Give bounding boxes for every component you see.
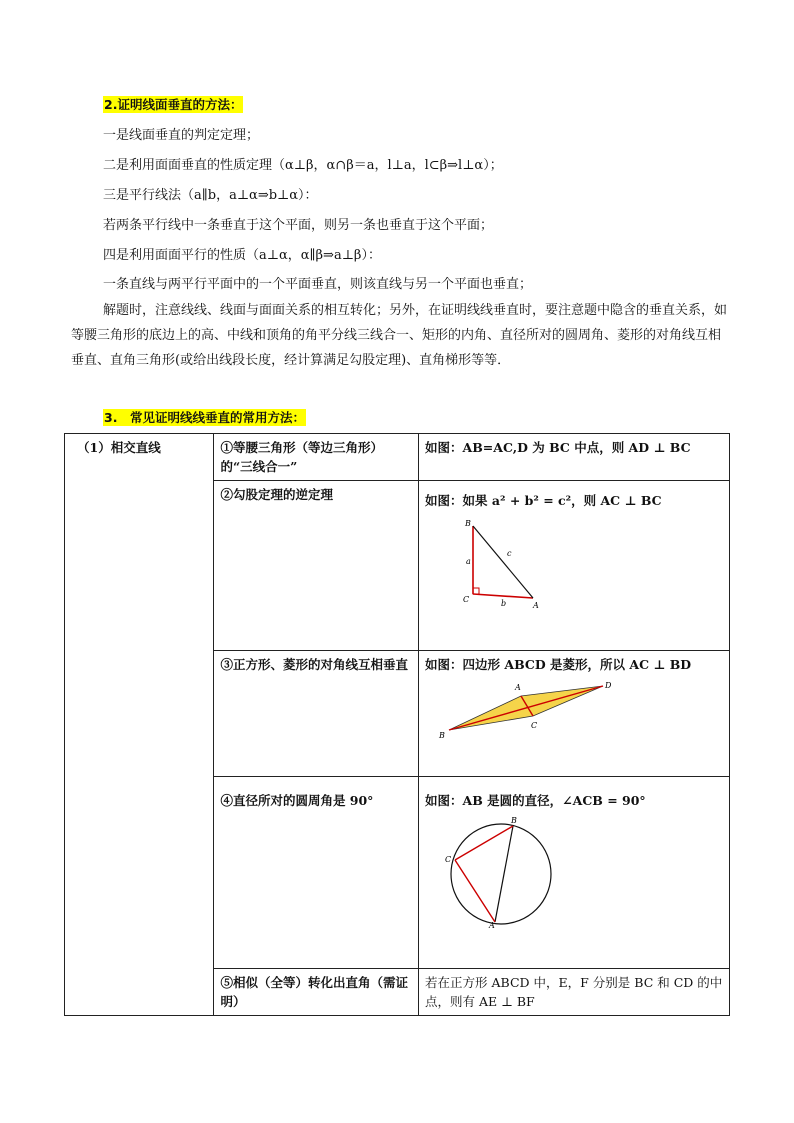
methods-table [64,433,730,1016]
side-b [473,594,533,598]
label-B: B [439,731,445,740]
section2-line6: 一条直线与两平行平面中的一个平面垂直，则该直线与另一个平面也垂直； [103,277,533,292]
label-A: A [533,601,539,610]
table-row [65,434,730,481]
method-cell: ④直径所对的圆周角是 90° [214,777,419,969]
method-cell: ⑤相似（全等）转化出直角（需证明） [214,969,419,1016]
label-a: a [466,557,471,566]
section2-paragraph-text: 解题时，注意线线、线面与面面关系的相互转化；另外，在证明线线垂直时，要注意题中隐含的垂直关系，如等腰三角形的底边上的高、中线和顶角的角平分线三线合一、矩形的内角、直径所对的圆周角、菱形的对角线互相垂直、直角三角形(或给出线段长度，经计算满足勾股定理)、直角梯形等等． [71,303,728,368]
section2-line5: 四是利用面面平行的性质（a⊥α，α∥β⇒a⊥β）： [103,248,381,263]
section3-heading: 3. 常见证明线线垂直的常用方法： [104,410,305,425]
section2-line2: 二是利用面面垂直的性质定理（α⊥β，α∩β＝a，l⊥a，l⊂β⇒l⊥α）； [103,158,503,173]
example-text: 如图：四边形 ABCD 是菱形，所以 AC ⊥ BD [425,657,692,672]
side-c [473,526,533,598]
label-C: C [531,721,538,730]
example-cell: 若在正方形 ABCD 中，E，F 分别是 BC 和 CD 的中点，则有 AE ⊥ BF [419,969,730,1016]
diameter-AB [495,826,513,922]
label-B: B [511,816,517,825]
rhombus-diagram [425,680,615,750]
label-c: c [507,549,512,558]
example-cell: 如图：AB=AC,D 为 BC 中点，则 AD ⊥ BC [419,434,730,481]
right-triangle-diagram [425,516,539,610]
example-text: 如图：AB 是圆的直径，∠ACB = 90° [425,793,646,808]
category-cell: （1）相交直线 [65,434,214,1016]
method-cell: ②勾股定理的逆定理 [214,481,419,651]
method-cell: ①等腰三角形（等边三角形）的“三线合一” [214,434,419,481]
section2-line3: 三是平行线法（a∥b，a⊥α⇒b⊥α）： [103,188,318,203]
section2-line1: 一是线面垂直的判定定理； [103,128,260,143]
example-cell [419,777,730,969]
label-C: C [463,595,470,604]
example-cell [419,651,730,777]
circle-diagram [425,816,555,928]
label-b: b [501,599,507,608]
section2-paragraph [71,298,731,373]
section2-heading: 2.证明线面垂直的方法： [104,97,243,112]
example-cell [419,481,730,651]
label-A: A [489,921,495,930]
diagonal-BD [449,686,603,730]
label-A: A [515,683,521,692]
label-D: D [605,681,612,690]
circle [451,824,551,924]
label-B: B [465,519,471,528]
chord-CA [455,860,495,922]
chord-CB [455,826,513,860]
method-cell: ③正方形、菱形的对角线互相垂直 [214,651,419,777]
label-C: C [445,855,452,864]
right-angle-mark [473,588,479,594]
example-text: 如图：如果 a² + b² = c²，则 AC ⊥ BC [425,493,662,508]
section2-line4: 若两条平行线中一条垂直于这个平面，则另一条也垂直于这个平面； [103,218,494,233]
